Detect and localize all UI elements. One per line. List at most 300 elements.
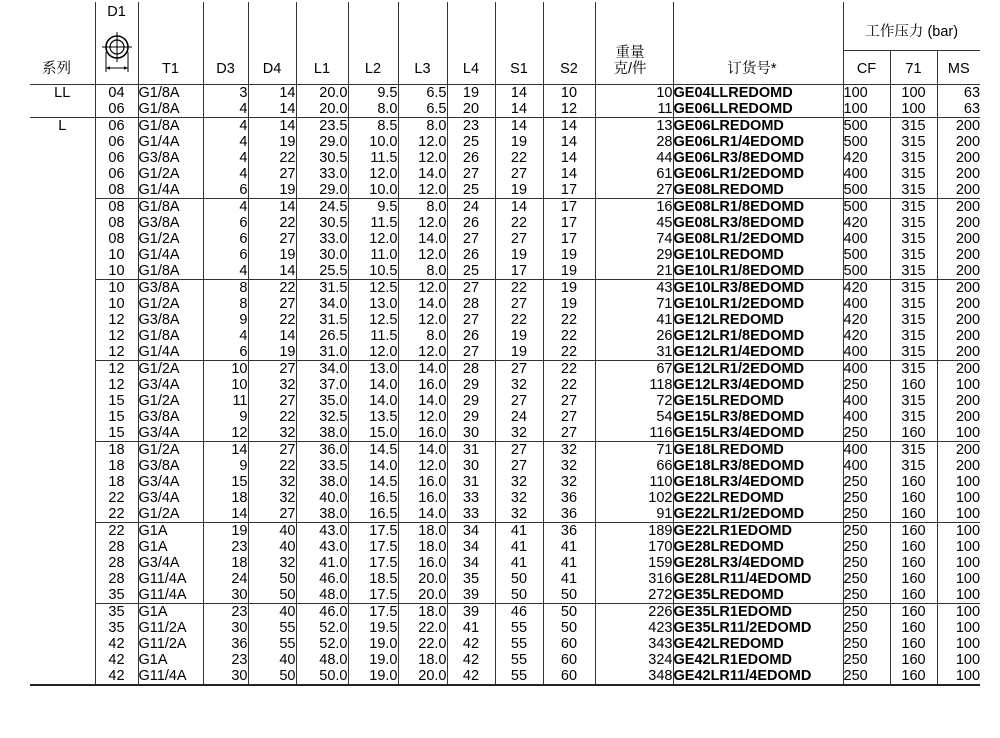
s1-cell: 19: [495, 182, 543, 199]
weight-cell: 31: [595, 344, 673, 361]
table-row: [30, 555, 980, 571]
order-number-cell: GE28LR11/4EDOMD: [673, 571, 843, 587]
s2-cell: 50: [543, 620, 595, 636]
l3-cell: 8.0: [398, 263, 447, 280]
pressure-cf-cell: 250: [843, 652, 890, 668]
l1-cell: 46.0: [296, 571, 348, 587]
l4-cell: 30: [447, 425, 495, 442]
header-s1: S1: [495, 2, 543, 84]
d1-cell: 04: [95, 84, 138, 101]
l1-cell: 38.0: [296, 506, 348, 523]
d4-cell: 14: [248, 198, 296, 215]
weight-cell: 272: [595, 587, 673, 604]
pressure-ms-cell: 200: [937, 279, 980, 296]
d4-cell: 22: [248, 312, 296, 328]
pressure-ms-cell: 200: [937, 328, 980, 344]
d1-cell: 10: [95, 279, 138, 296]
s1-cell: 27: [495, 360, 543, 377]
s1-cell: 19: [495, 344, 543, 361]
l1-cell: 23.5: [296, 117, 348, 134]
weight-cell: 66: [595, 458, 673, 474]
pressure-ms-cell: 100: [937, 377, 980, 393]
header-pressure-ms: MS: [937, 50, 980, 84]
d1-cell: 22: [95, 522, 138, 539]
header-pressure-cf: CF: [843, 50, 890, 84]
s1-cell: 41: [495, 555, 543, 571]
l2-cell: 19.0: [348, 636, 398, 652]
d1-cell: 42: [95, 636, 138, 652]
l1-cell: 43.0: [296, 522, 348, 539]
header-l1: L1: [296, 2, 348, 84]
pressure-71-cell: 315: [890, 182, 937, 199]
table-row: [30, 84, 980, 101]
weight-cell: 348: [595, 668, 673, 685]
table-row: [30, 279, 980, 296]
pressure-71-cell: 315: [890, 231, 937, 247]
table-body: [30, 84, 980, 685]
pressure-ms-cell: 100: [937, 506, 980, 523]
l1-cell: 40.0: [296, 490, 348, 506]
pressure-ms-cell: 200: [937, 215, 980, 231]
weight-cell: 28: [595, 134, 673, 150]
table-row: [30, 360, 980, 377]
l1-cell: 31.0: [296, 344, 348, 361]
t1-thread-cell: G1A: [138, 603, 203, 620]
pressure-cf-cell: 420: [843, 328, 890, 344]
l4-cell: 35: [447, 571, 495, 587]
d3-cell: 24: [203, 571, 248, 587]
l3-cell: 14.0: [398, 296, 447, 312]
order-number-cell: GE28LR3/4EDOMD: [673, 555, 843, 571]
pressure-ms-cell: 200: [937, 441, 980, 458]
s2-cell: 19: [543, 263, 595, 280]
pressure-71-cell: 315: [890, 312, 937, 328]
l3-cell: 20.0: [398, 571, 447, 587]
l1-cell: 20.0: [296, 101, 348, 118]
d3-cell: 4: [203, 166, 248, 182]
d1-cell: 10: [95, 296, 138, 312]
weight-cell: 91: [595, 506, 673, 523]
pressure-ms-cell: 100: [937, 668, 980, 685]
d3-cell: 4: [203, 198, 248, 215]
table-row: [30, 587, 980, 604]
table-row: [30, 263, 980, 280]
pressure-71-cell: 160: [890, 668, 937, 685]
order-number-cell: GE18LR3/4EDOMD: [673, 474, 843, 490]
t1-thread-cell: G1/8A: [138, 84, 203, 101]
d4-cell: 27: [248, 296, 296, 312]
table-row: [30, 231, 980, 247]
pressure-71-cell: 315: [890, 263, 937, 280]
d1-cell: 12: [95, 360, 138, 377]
s2-cell: 27: [543, 425, 595, 442]
l3-cell: 16.0: [398, 425, 447, 442]
l1-cell: 48.0: [296, 652, 348, 668]
l4-cell: 39: [447, 587, 495, 604]
s2-cell: 14: [543, 166, 595, 182]
l1-cell: 41.0: [296, 555, 348, 571]
pressure-cf-cell: 400: [843, 231, 890, 247]
l4-cell: 25: [447, 134, 495, 150]
l2-cell: 14.5: [348, 441, 398, 458]
pressure-71-cell: 160: [890, 474, 937, 490]
order-number-cell: GE28LREDOMD: [673, 539, 843, 555]
l1-cell: 31.5: [296, 279, 348, 296]
l1-cell: 29.0: [296, 134, 348, 150]
table-row: [30, 441, 980, 458]
d3-cell: 15: [203, 474, 248, 490]
table-row: [30, 215, 980, 231]
d3-cell: 3: [203, 84, 248, 101]
order-number-cell: GE06LREDOMD: [673, 117, 843, 134]
t1-thread-cell: G1/2A: [138, 296, 203, 312]
t1-thread-cell: G1/4A: [138, 344, 203, 361]
d1-cell: 28: [95, 571, 138, 587]
t1-thread-cell: G1/2A: [138, 393, 203, 409]
pressure-ms-cell: 100: [937, 555, 980, 571]
weight-cell: 27: [595, 182, 673, 199]
header-d3: D3: [203, 2, 248, 84]
l2-cell: 13.0: [348, 296, 398, 312]
l3-cell: 14.0: [398, 166, 447, 182]
weight-cell: 54: [595, 409, 673, 425]
d1-cell: 28: [95, 539, 138, 555]
l2-cell: 19.0: [348, 668, 398, 685]
l4-cell: 42: [447, 668, 495, 685]
header-l4: L4: [447, 2, 495, 84]
d4-cell: 14: [248, 263, 296, 280]
l3-cell: 16.0: [398, 474, 447, 490]
l1-cell: 52.0: [296, 620, 348, 636]
pressure-cf-cell: 250: [843, 603, 890, 620]
l2-cell: 10.0: [348, 134, 398, 150]
pressure-cf-cell: 250: [843, 522, 890, 539]
d3-cell: 6: [203, 231, 248, 247]
d1-cell: 12: [95, 377, 138, 393]
l2-cell: 9.5: [348, 198, 398, 215]
d4-cell: 55: [248, 636, 296, 652]
s2-cell: 22: [543, 328, 595, 344]
d4-cell: 22: [248, 409, 296, 425]
order-number-cell: GE08LR1/2EDOMD: [673, 231, 843, 247]
l3-cell: 14.0: [398, 231, 447, 247]
l3-cell: 22.0: [398, 620, 447, 636]
weight-cell: 226: [595, 603, 673, 620]
weight-cell: 44: [595, 150, 673, 166]
t1-thread-cell: G1A: [138, 652, 203, 668]
t1-thread-cell: G3/8A: [138, 312, 203, 328]
weight-cell: 343: [595, 636, 673, 652]
l4-cell: 29: [447, 409, 495, 425]
s2-cell: 32: [543, 458, 595, 474]
l3-cell: 18.0: [398, 603, 447, 620]
s1-cell: 27: [495, 458, 543, 474]
d3-cell: 30: [203, 587, 248, 604]
d4-cell: 27: [248, 441, 296, 458]
pressure-ms-cell: 200: [937, 296, 980, 312]
d4-cell: 19: [248, 134, 296, 150]
d3-cell: 23: [203, 539, 248, 555]
s1-cell: 32: [495, 377, 543, 393]
l1-cell: 34.0: [296, 360, 348, 377]
d1-cell: 12: [95, 328, 138, 344]
weight-cell: 71: [595, 441, 673, 458]
pressure-ms-cell: 200: [937, 117, 980, 134]
pressure-ms-cell: 200: [937, 198, 980, 215]
order-number-cell: GE22LR1/2EDOMD: [673, 506, 843, 523]
l2-cell: 17.5: [348, 522, 398, 539]
weight-cell: 41: [595, 312, 673, 328]
s1-cell: 19: [495, 328, 543, 344]
pressure-cf-cell: 100: [843, 84, 890, 101]
s1-cell: 22: [495, 312, 543, 328]
d4-cell: 19: [248, 344, 296, 361]
d1-cell: 22: [95, 506, 138, 523]
d4-cell: 27: [248, 360, 296, 377]
pressure-ms-cell: 200: [937, 247, 980, 263]
pressure-71-cell: 315: [890, 458, 937, 474]
order-number-cell: GE04LLREDOMD: [673, 84, 843, 101]
t1-thread-cell: G1/8A: [138, 117, 203, 134]
s1-cell: 32: [495, 490, 543, 506]
s2-cell: 22: [543, 344, 595, 361]
pressure-cf-cell: 420: [843, 279, 890, 296]
l4-cell: 27: [447, 312, 495, 328]
weight-cell: 26: [595, 328, 673, 344]
table-row: [30, 620, 980, 636]
order-number-cell: GE06LR3/8EDOMD: [673, 150, 843, 166]
weight-cell: 16: [595, 198, 673, 215]
d1-cell: 15: [95, 425, 138, 442]
l2-cell: 11.0: [348, 247, 398, 263]
order-number-cell: GE12LR1/4EDOMD: [673, 344, 843, 361]
s1-cell: 41: [495, 539, 543, 555]
d3-cell: 4: [203, 263, 248, 280]
l2-cell: 15.0: [348, 425, 398, 442]
table-row: [30, 134, 980, 150]
s1-cell: 22: [495, 279, 543, 296]
s2-cell: 22: [543, 312, 595, 328]
l1-cell: 30.5: [296, 150, 348, 166]
pressure-71-cell: 315: [890, 117, 937, 134]
d3-cell: 18: [203, 555, 248, 571]
pressure-71-cell: 160: [890, 587, 937, 604]
pressure-ms-cell: 100: [937, 539, 980, 555]
pressure-ms-cell: 100: [937, 620, 980, 636]
d3-cell: 4: [203, 328, 248, 344]
l3-cell: 12.0: [398, 279, 447, 296]
table-row: [30, 312, 980, 328]
pressure-cf-cell: 250: [843, 587, 890, 604]
header-d1: [95, 2, 138, 84]
d4-cell: 32: [248, 425, 296, 442]
pressure-ms-cell: 100: [937, 587, 980, 604]
s2-cell: 41: [543, 539, 595, 555]
d4-cell: 19: [248, 182, 296, 199]
t1-thread-cell: G1/2A: [138, 231, 203, 247]
s2-cell: 22: [543, 360, 595, 377]
l2-cell: 14.0: [348, 377, 398, 393]
order-number-cell: GE18LREDOMD: [673, 441, 843, 458]
s1-cell: 24: [495, 409, 543, 425]
pressure-71-cell: 160: [890, 506, 937, 523]
l1-cell: 34.0: [296, 296, 348, 312]
pressure-cf-cell: 400: [843, 360, 890, 377]
t1-thread-cell: G3/8A: [138, 409, 203, 425]
d4-cell: 14: [248, 84, 296, 101]
d1-cell: 22: [95, 490, 138, 506]
l3-cell: 14.0: [398, 393, 447, 409]
pressure-71-cell: 160: [890, 603, 937, 620]
s1-cell: 17: [495, 263, 543, 280]
d3-cell: 9: [203, 458, 248, 474]
pressure-cf-cell: 500: [843, 134, 890, 150]
pressure-ms-cell: 200: [937, 393, 980, 409]
pressure-ms-cell: 200: [937, 409, 980, 425]
s2-cell: 19: [543, 296, 595, 312]
d3-cell: 11: [203, 393, 248, 409]
order-number-cell: GE10LR1/2EDOMD: [673, 296, 843, 312]
l4-cell: 28: [447, 360, 495, 377]
pressure-ms-cell: 63: [937, 101, 980, 118]
pressure-71-cell: 160: [890, 539, 937, 555]
pressure-cf-cell: 400: [843, 409, 890, 425]
pressure-71-cell: 315: [890, 328, 937, 344]
l4-cell: 28: [447, 296, 495, 312]
t1-thread-cell: G1/8A: [138, 263, 203, 280]
l3-cell: 16.0: [398, 490, 447, 506]
l1-cell: 33.5: [296, 458, 348, 474]
l2-cell: 9.5: [348, 84, 398, 101]
l2-cell: 17.5: [348, 587, 398, 604]
pressure-cf-cell: 250: [843, 490, 890, 506]
header-d1-label: D1: [107, 4, 126, 20]
d3-cell: 19: [203, 522, 248, 539]
header-pressure-71: 71: [890, 50, 937, 84]
order-number-cell: GE10LR1/8EDOMD: [673, 263, 843, 280]
l2-cell: 19.0: [348, 652, 398, 668]
order-number-cell: GE22LREDOMD: [673, 490, 843, 506]
pressure-71-cell: 315: [890, 296, 937, 312]
d1-cell: 12: [95, 312, 138, 328]
t1-thread-cell: G1/4A: [138, 247, 203, 263]
l1-cell: 38.0: [296, 474, 348, 490]
order-number-cell: GE12LREDOMD: [673, 312, 843, 328]
table-row: [30, 344, 980, 361]
l3-cell: 12.0: [398, 247, 447, 263]
s2-cell: 19: [543, 279, 595, 296]
d4-cell: 14: [248, 101, 296, 118]
l3-cell: 14.0: [398, 360, 447, 377]
l1-cell: 37.0: [296, 377, 348, 393]
order-number-cell: GE42LREDOMD: [673, 636, 843, 652]
table-row: [30, 328, 980, 344]
table-row: [30, 522, 980, 539]
d3-cell: 4: [203, 117, 248, 134]
l4-cell: 26: [447, 328, 495, 344]
l2-cell: 12.0: [348, 231, 398, 247]
pressure-cf-cell: 250: [843, 425, 890, 442]
pressure-ms-cell: 100: [937, 636, 980, 652]
pressure-cf-cell: 500: [843, 198, 890, 215]
pressure-71-cell: 315: [890, 198, 937, 215]
weight-cell: 159: [595, 555, 673, 571]
d3-cell: 36: [203, 636, 248, 652]
weight-cell: 45: [595, 215, 673, 231]
d1-cell: 18: [95, 458, 138, 474]
pressure-cf-cell: 250: [843, 555, 890, 571]
d4-cell: 32: [248, 555, 296, 571]
table-row: [30, 668, 980, 685]
pressure-71-cell: 315: [890, 166, 937, 182]
pressure-71-cell: 315: [890, 134, 937, 150]
s1-cell: 19: [495, 134, 543, 150]
l3-cell: 12.0: [398, 150, 447, 166]
l2-cell: 10.0: [348, 182, 398, 199]
l3-cell: 20.0: [398, 668, 447, 685]
d3-cell: 14: [203, 441, 248, 458]
s1-cell: 22: [495, 150, 543, 166]
d1-cell: 08: [95, 198, 138, 215]
l1-cell: 30.5: [296, 215, 348, 231]
l3-cell: 12.0: [398, 312, 447, 328]
s2-cell: 14: [543, 117, 595, 134]
pressure-71-cell: 315: [890, 344, 937, 361]
order-number-cell: GE10LR3/8EDOMD: [673, 279, 843, 296]
series-cell: L: [30, 117, 95, 685]
d4-cell: 32: [248, 474, 296, 490]
order-number-cell: GE12LR1/8EDOMD: [673, 328, 843, 344]
l4-cell: 41: [447, 620, 495, 636]
s1-cell: 32: [495, 425, 543, 442]
l3-cell: 18.0: [398, 522, 447, 539]
weight-cell: 29: [595, 247, 673, 263]
table-row: [30, 166, 980, 182]
s2-cell: 17: [543, 182, 595, 199]
l2-cell: 18.5: [348, 571, 398, 587]
header-order-number: 订货号*: [673, 2, 843, 84]
d4-cell: 14: [248, 117, 296, 134]
pressure-ms-cell: 200: [937, 150, 980, 166]
weight-cell: 71: [595, 296, 673, 312]
d1-cell: 42: [95, 668, 138, 685]
pressure-71-cell: 160: [890, 425, 937, 442]
d1-cell: 08: [95, 215, 138, 231]
header-s2: S2: [543, 2, 595, 84]
header-weight-unit: 克/件: [613, 60, 647, 77]
d1-cell: 15: [95, 409, 138, 425]
l1-cell: 31.5: [296, 312, 348, 328]
order-number-cell: GE08LR1/8EDOMD: [673, 198, 843, 215]
table-row: [30, 296, 980, 312]
s1-cell: 55: [495, 636, 543, 652]
d3-cell: 8: [203, 296, 248, 312]
s2-cell: 60: [543, 652, 595, 668]
d1-cell: 10: [95, 247, 138, 263]
table-row: [30, 506, 980, 523]
l3-cell: 18.0: [398, 652, 447, 668]
l2-cell: 8.5: [348, 117, 398, 134]
l2-cell: 12.5: [348, 279, 398, 296]
table-row: [30, 603, 980, 620]
pressure-cf-cell: 420: [843, 312, 890, 328]
l3-cell: 6.5: [398, 84, 447, 101]
l4-cell: 27: [447, 231, 495, 247]
l1-cell: 38.0: [296, 425, 348, 442]
s1-cell: 14: [495, 101, 543, 118]
l2-cell: 19.5: [348, 620, 398, 636]
weight-cell: 324: [595, 652, 673, 668]
